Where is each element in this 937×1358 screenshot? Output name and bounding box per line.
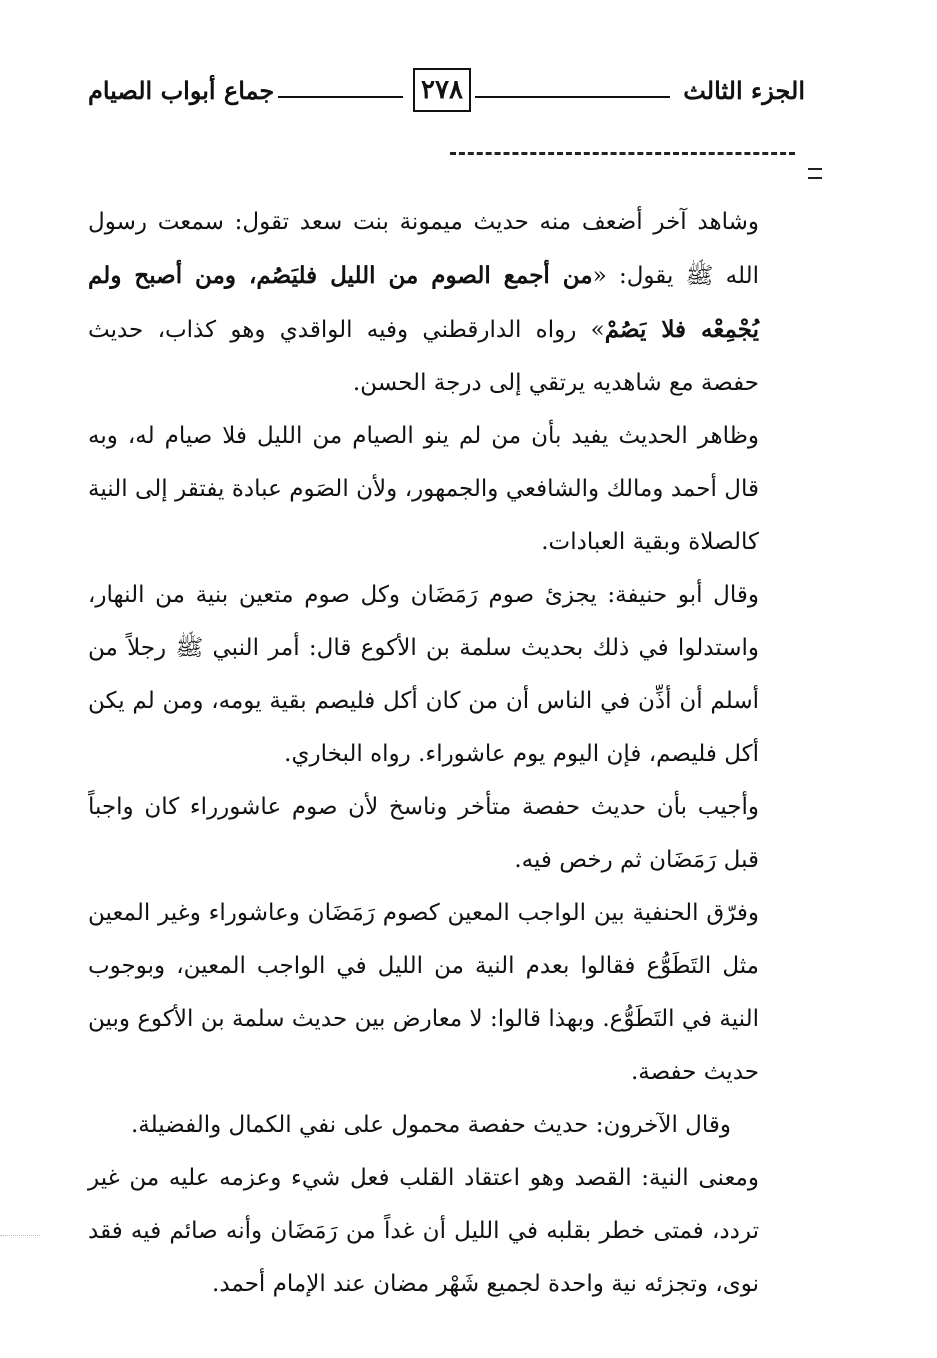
paragraph-1-outro: » رواه الدارقطني وفيه الواقدي وهو كذاب، حديث حفصة مع شاهديه يرتقي إلى درجة الحسن. [88, 317, 759, 396]
paragraph-5: وفرّق الحنفية بين الواجب المعين كصوم رَمَضَان وعاشوراء وغير المعين مثل التَطَوُّع فقالوا بعدم النية من الليل في الواجب المعين، وبوجوب النية في التَطَوُّع. وبهذا قالوا: لا معارض بين حديث سلمة بن الأكوع وبين حديث حفصة. [88, 900, 759, 1085]
running-header [88, 68, 805, 120]
page-number-box [413, 68, 471, 112]
dashed-divider [450, 152, 795, 155]
margin-mark [0, 1235, 40, 1236]
double-line-mark [808, 168, 822, 179]
paragraph-7: ومعنى النية: القصد وهو اعتقاد القلب فعل شيء وعزمه عليه من غير تردد، فمتى خطر بقلبه في الليل أن غداً من رَمَضَان وأنه صائم فيه فقد نوى، وتجزئه نية واحدة لجميع شَهْر مضان عند الإمام أحمد. [88, 1165, 759, 1297]
paragraph-2: وظاهر الحديث يفيد بأن من لم ينو الصيام من الليل فلا صيام له، وبه قال أحمد ومالك والشافعي والجمهور، ولأن الصَوم عبادة يفتقر إلى النية كالصلاة وبقية العبادات. [88, 423, 759, 555]
chapter-title: جماع أبواب الصيام [88, 76, 275, 105]
paragraph-3: وقال أبو حنيفة: يجزئ صوم رَمَضَان وكل صوم متعين بنية من النهار، واستدلوا في ذلك بحديث سلمة بن الأكوع قال: أمر النبي ﷺ رجلاً من أسلم أن أذِّن في الناس أن من كان أكل فليصم بقية يومه، ومن لم يكن أكل فليصم، فإن اليوم يوم عاشوراء. رواه البخاري. [88, 582, 759, 767]
main-text [88, 196, 759, 1311]
paragraph-1-intro: وشاهد آخر أضعف منه حديث ميمونة بنت سعد تقول: سمعت رسول الله ﷺ يقول: « [88, 209, 759, 289]
paragraph-6: وقال الآخرون: حديث حفصة محمول على نفي الكمال والفضيلة. [130, 1112, 731, 1138]
header-rule-right [475, 96, 670, 98]
paragraph-4: وأجيب بأن حديث حفصة متأخر وناسخ لأن صوم عاشورراء كان واجباً قبل رَمَضَان ثم رخص فيه. [88, 794, 759, 873]
header-rule-left [278, 96, 403, 98]
paragraph-1 [88, 196, 759, 410]
hadith-quote: من أجمع الصوم من الليل فليَصُم، ومن أصبح ولم يُجْمِعْه فلا يَصُمْ [88, 262, 760, 343]
page-number: ٢٧٨ [421, 75, 463, 105]
volume-label: الجزء الثالث [683, 76, 805, 105]
